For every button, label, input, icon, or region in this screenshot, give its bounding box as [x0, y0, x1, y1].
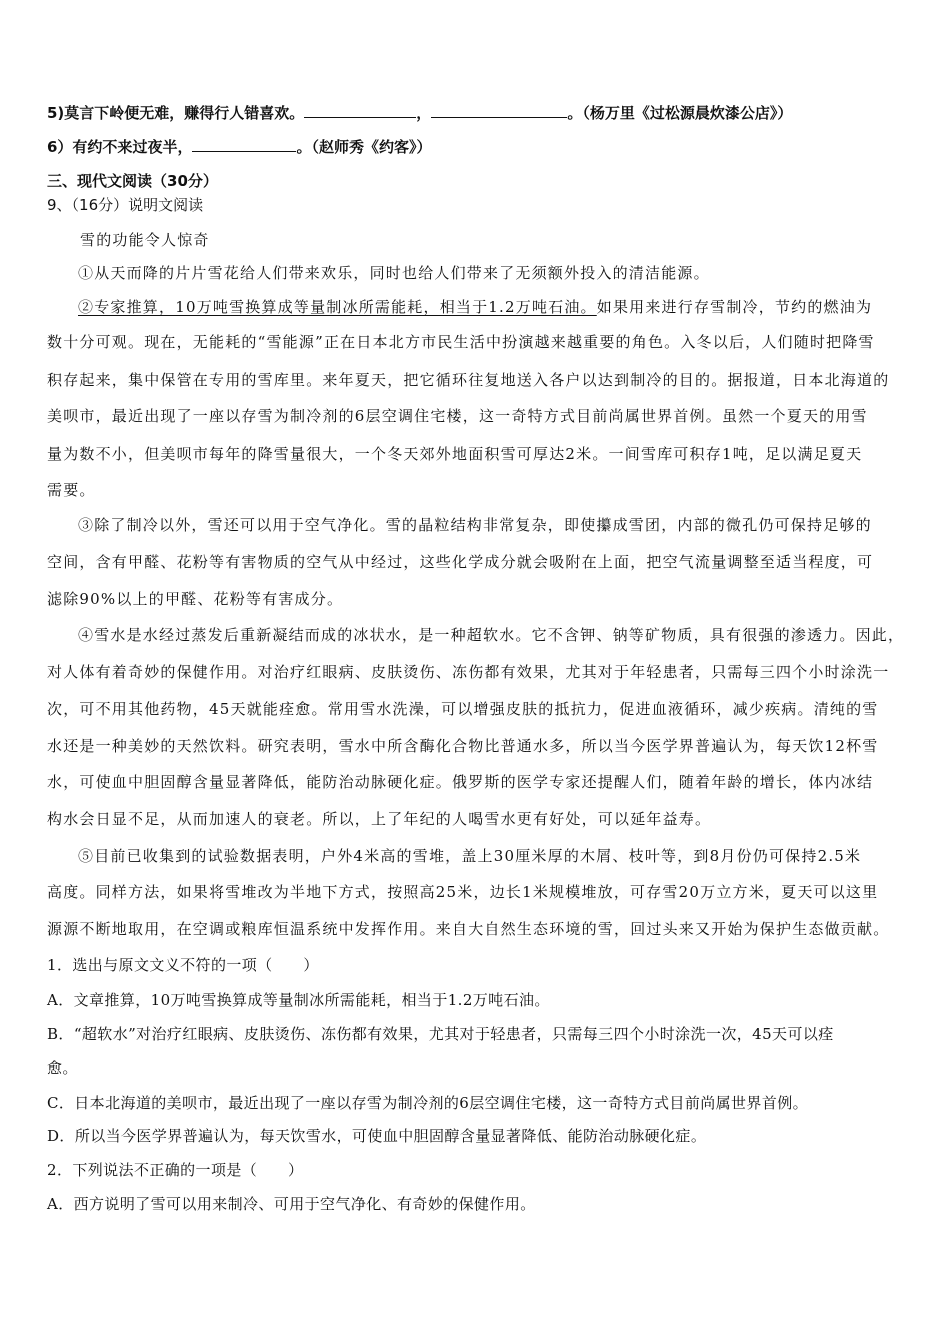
article-line: 构水会日显不足，从而加速人的衰老。所以，上了年纪的人喝雪水更有好处，可以延年益寿。 — [47, 810, 712, 828]
article-line: 空间，含有甲醛、花粉等有害物质的空气从中经过，这些化学成分就会吸附在上面，把空气流量调整至适当程度，可 — [47, 553, 874, 571]
poetry-question-5 — [47, 103, 792, 123]
option-1a[interactable]: A．文章推算，10万吨雪换算成等量制冰所需能耗，相当于1.2万吨石油。 — [47, 991, 550, 1009]
article-line: 对人体有着奇妙的保健作用。对治疗红眼病、皮肤烫伤、冻伤都有效果，尤其对于年轻患者，只需每三四个小时涂洗一 — [47, 663, 890, 681]
q5-blank-2[interactable] — [431, 103, 567, 118]
q6-prefix: 6）有约不来过夜半， — [47, 138, 193, 156]
article-title: 雪的功能令人惊奇 — [80, 231, 210, 249]
article-line: ⑤目前已收集到的试验数据表明，户外4米高的雪堆，盖上30厘米厚的木屑、枝叶等，到8月份仍可保持2.5米 — [78, 847, 862, 865]
article-line: 源源不断地取用，在空调或粮库恒温系统中发挥作用。来自大自然生态环境的雪，回过头来又开始为保护生态做贡献。 — [47, 920, 890, 938]
article-line: 数十分可观。现在，无能耗的“雪能源”正在日本北方市民生活中扮演越来越重要的角色。入冬以后，人们随时把降雪 — [47, 333, 875, 351]
option-2a[interactable]: A．西方说明了雪可以用来制冷、可用于空气净化、有奇妙的保健作用。 — [47, 1195, 536, 1213]
option-1b[interactable]: B．“超软水”对治疗红眼病、皮肤烫伤、冻伤都有效果，尤其对于轻患者，只需每三四个小时涂洗一次，45天可以痊 — [47, 1025, 834, 1043]
q5-prefix: 5)莫言下岭便无难，赚得行人错喜欢。 — [47, 104, 305, 122]
article-line: ④雪水是水经过蒸发后重新凝结而成的冰状水，是一种超软水。它不含钾、钠等矿物质，具有很强的渗透力。因此， — [78, 626, 905, 644]
question-9-title: 9、（16分）说明文阅读 — [47, 196, 204, 214]
section-heading: 三、现代文阅读（30分） — [47, 172, 218, 190]
q5-mid: ， — [416, 104, 432, 122]
article-line: ①从天而降的片片雪花给人们带来欢乐，同时也给人们带来了无须额外投入的清洁能源。 — [78, 264, 710, 282]
article-line: 需要。 — [47, 481, 96, 499]
article-line: 量为数不小，但美呗市每年的降雪量很大，一个冬天郊外地面积雪可厚达2米。一间雪库可积存1吨，足以满足夏天 — [47, 445, 863, 463]
poetry-question-6 — [47, 137, 431, 157]
q6-blank[interactable] — [192, 137, 296, 152]
article-line: 滤除90%以上的甲醛、花粉等有害成分。 — [47, 590, 344, 608]
article-line-tail: 如果用来进行存雪制冷，节约的燃油为 — [596, 298, 873, 316]
article-line: 美呗市，最近出现了一座以存雪为制冷剂的6层空调住宅楼，这一奇特方式目前尚属世界首例。虽然一个夏天的用雪 — [47, 407, 868, 425]
underlined-sentence: ②专家推算，10万吨雪换算成等量制冰所需能耗，相当于1.2万吨石油。 — [78, 298, 597, 316]
article-line: 水还是一种美妙的天然饮料。研究表明，雪水中所含酶化合物比普通水多，所以当今医学界普遍认为，每天饮12杯雪 — [47, 737, 879, 755]
article-line: 高度。同样方法，如果将雪堆改为半地下方式，按照高25米，边长1米规模堆放，可存雪20万立方米，夏天可以这里 — [47, 883, 879, 901]
article-line: 次，可不用其他药物，45天就能痊愈。常用雪水洗澡，可以增强皮肤的抵抗力，促进血液循环，减少疾病。清纯的雪 — [47, 700, 879, 718]
option-1c[interactable]: C．日本北海道的美呗市，最近出现了一座以存雪为制冷剂的6层空调住宅楼，这一奇特方式目前尚属世界首例。 — [47, 1094, 809, 1112]
option-1b-cont: 愈。 — [47, 1059, 78, 1077]
q5-end: 。（杨万里《过松源晨炊漆公店》） — [567, 104, 793, 122]
question-2: 2．下列说法不正确的一项是（ ） — [47, 1161, 304, 1179]
question-1: 1．选出与原文文义不符的一项（ ） — [47, 956, 319, 974]
option-1d[interactable]: D．所以当今医学界普遍认为，每天饮雪水，可使血中胆固醇含量显著降低、能防治动脉硬化症。 — [47, 1127, 707, 1145]
q6-end: 。（赵师秀《约客》） — [296, 138, 432, 156]
article-line: 积存起来，集中保管在专用的雪库里。来年夏天，把它循环往复地送入各户以达到制冷的目的。据报道，日本北海道的 — [47, 371, 890, 389]
article-line: 水，可使血中胆固醇含量显著降低，能防治动脉硬化症。俄罗斯的医学专家还提醒人们，随着年龄的增长，体内冰结 — [47, 773, 874, 791]
article-line — [78, 297, 872, 317]
article-line: ③除了制冷以外，雪还可以用于空气净化。雪的晶粒结构非常复杂，即使攥成雪团，内部的微孔仍可保持足够的 — [78, 516, 872, 534]
q5-blank-1[interactable] — [304, 103, 416, 118]
